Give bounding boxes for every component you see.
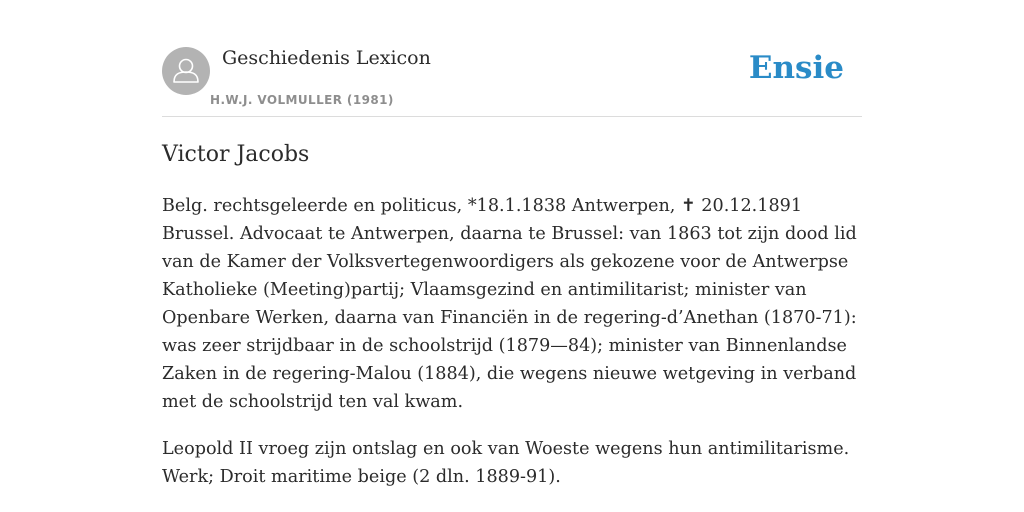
entry-paragraph: Leopold II vroeg zijn ontslag en ook van Woeste wegens hun antimilitarisme. Werk; Droit maritime beige (2 dln. 1889-91). [162,439,850,487]
ensie-logo-link[interactable]: Ensie [748,50,844,86]
entry-body [162,192,862,510]
entry-paragraph: Belg. rechtsgeleerde en politicus, *18.1.1838 Antwerpen, ✝ 20.12.1891 Brussel. Advocaat te Antwerpen, daarna te Brussel: van 1863 tot zijn dood lid van de Kamer der Volksvertegenwoordigers als gekozene voor de Antwerpse Katholieke (Meeting)partij; Vlaamsgezind en antimilitarist; minister van Openbare Werken, daarna van Financiën in de regering-d’Anethan (1870-71): was zeer strijdbaar in de schoolstrijd (1879—84); minister van Binnenlandse Zaken in de regering-Malou (1884), die wegens nieuwe wetgeving in verband met de schoolstrijd ten val kwam. [162,196,857,412]
book-title-link[interactable]: Geschiedenis Lexicon [222,47,431,69]
source-header [162,46,862,117]
entry-title: Victor Jacobs [162,142,310,167]
user-silhouette-icon [162,47,210,95]
author-avatar[interactable] [162,47,210,95]
author-name: H.W.J. VOLMULLER (1981) [210,93,394,107]
